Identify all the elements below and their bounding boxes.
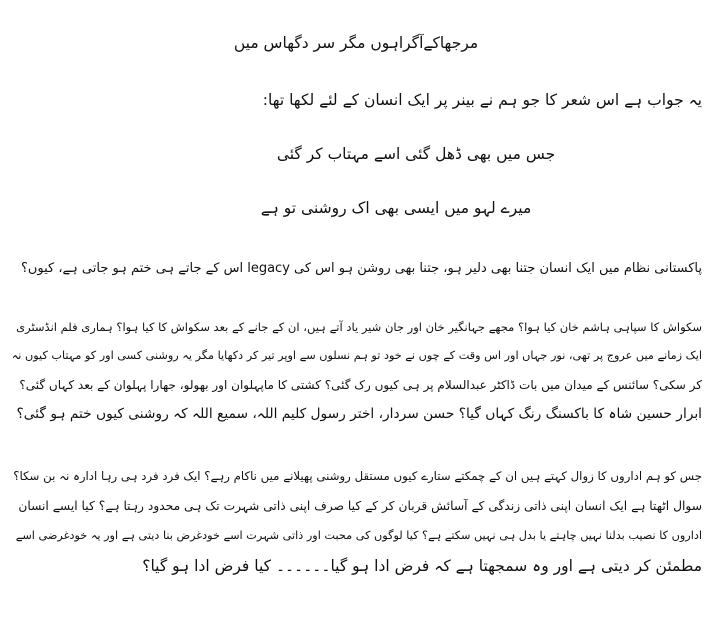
intro-line: یہ جواب ہے اس شعر کا جو ہم نے بینر پر ایک انسان کے لئے لکھا تھا: [262,91,702,109]
paragraph-1-line-1: پاکستانی نظام میں ایک انسان جتنا بھی دلیر ہو، جتنا بھی روشن ہو اس کی legacy اس کے جاتے ہی ختم ہو جاتی ہے، کیوں؟ [20,261,702,276]
verse-line-2: میرے لہو میں ایسی بھی اک روشنی تو ہے [260,199,532,217]
paragraph-3-line-1: جس کو ہم اداروں کا زوال کہتے ہیں ان کے چمکتے ستارے کیوں مستقل روشنی پھیلانے میں ناکام رہے؟ ایک فرد فرد ہی رہا ادارہ نہ بن سکا؟ [13,469,702,483]
paragraph-2-line-3: کر سکی؟ سائنس کے میدان میں بات ڈاکٹر عبدالسلام پر ہی کیوں رک گئی؟ کشتی کا ماپہلوان اور بھولو، جھارا پہلوان کے بعد کہاں گئی؟ [19,378,702,392]
paragraph-2-line-1: سکواش کا سپاہی ہاشم خان کیا ہوا؟ مجھے جہانگیر خان اور جان شیر یاد آتے ہیں، ان کے جانے کے بعد سکواش کا کیا ہوا؟ ہماری فلم انڈسٹری [16,320,702,334]
verse-line-1: جس میں بھی ڈھل گئی اسے مہتاب کر گئی [276,145,556,163]
document-title: مرجھاکےآگراہوں مگر سر دگھاس میں [233,34,479,52]
paragraph-3-line-3: اداروں کا نصیب بدلنا نہیں چاہتے یا بدل ہی نہیں سکتے ہے؟ کیا لوگوں کی محبت اور ذاتی شہرت اسے خودغرض بنا دیتی ہے اور یہ خودغرضی اسے [15,529,702,542]
paragraph-2-line-2: ایک زمانے میں عروج پر تھی، نور جہاں اور اس وقت کے چوں نے خود تو ہم نسلوں سے اوپر تیر کر دکھایا مگر یہ روشنی کسی اور کو مہتاب کیوں نہ [11,349,702,362]
paragraph-2-line-4: ابرار حسین شاہ کا باکسنگ رنگ کہاں گیا؟ حسن سردار، اختر رسول کلیم اللہ، سمیع اللہ کہ روشنی کیوں ختم ہو گئی؟ [16,406,702,422]
paragraph-3-line-4: مطمئن کر دیتی ہے اور وہ سمجھتا ہے کہ فرض ادا ہو گیا۔۔۔۔۔۔ کیا فرض ادا ہو گیا؟ [142,557,702,575]
paragraph-3-line-2: سوال اٹھتا ہے ایک انسان اپنی ذاتی زندگی کے آسائش قربان کر کے کیا صرف اپنی ذاتی شہرت تک ہی محدود رہتا ہے؟ کیا ایسے انسان [18,499,702,513]
